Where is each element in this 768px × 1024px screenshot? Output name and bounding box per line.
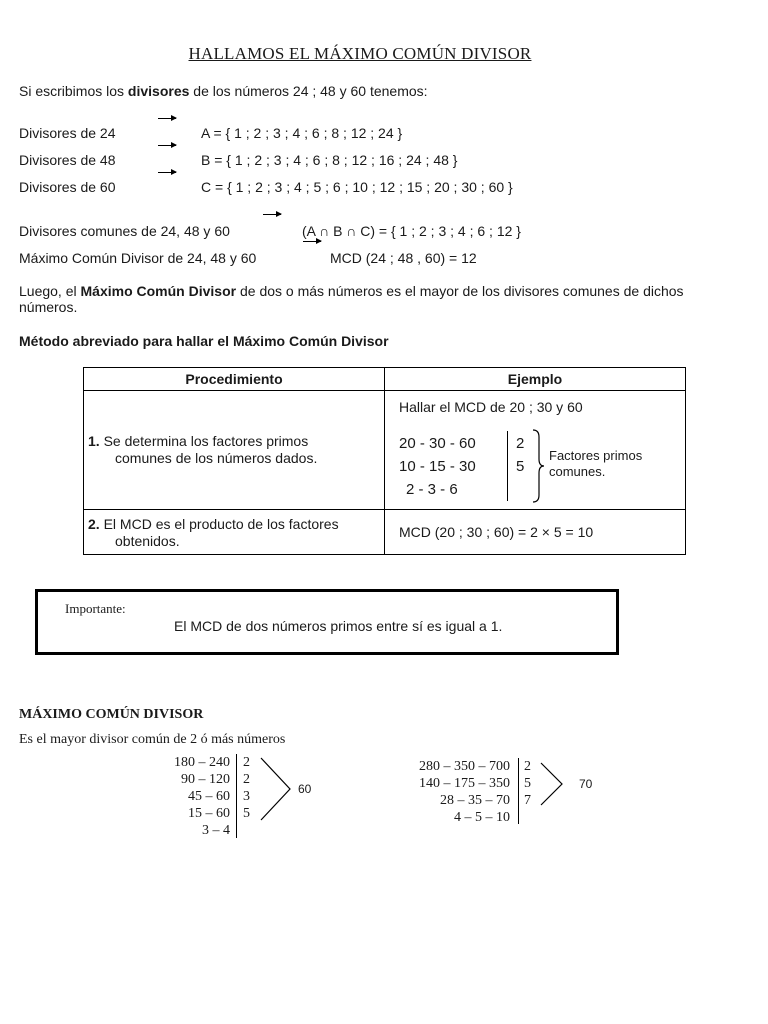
important-text: El MCD de dos números primos entre sí es igual a 1. bbox=[174, 618, 503, 634]
conclusion-line2: números. bbox=[19, 299, 78, 315]
example2-divider bbox=[518, 758, 519, 824]
arrow-icon bbox=[158, 172, 176, 173]
arrow-icon bbox=[158, 145, 176, 146]
conclusion-post: de dos o más números es el mayor de los divisores comunes de dichos bbox=[236, 283, 684, 299]
example1-numbers bbox=[130, 754, 230, 839]
step2-cell bbox=[84, 510, 385, 555]
step2-example-cell bbox=[385, 510, 686, 555]
divisors-48-set: B = { 1 ; 2 ; 3 ; 4 ; 6 ; 8 ; 12 ; 16 ; 24 ; 48 } bbox=[201, 152, 458, 168]
brace-note-line2: comunes. bbox=[549, 464, 606, 479]
step1-line2: comunes de los números dados. bbox=[115, 450, 318, 466]
example1-divider bbox=[236, 754, 237, 838]
example1-factors bbox=[243, 754, 250, 822]
method-heading: Método abreviado para hallar el Máximo Común Divisor bbox=[19, 333, 389, 349]
important-box bbox=[35, 589, 619, 655]
example1-factor: 2 bbox=[243, 772, 250, 787]
intro-post: de los números 24 ; 48 y 60 tenemos: bbox=[189, 83, 428, 99]
example1-factor: 5 bbox=[243, 806, 250, 821]
step1-num: 1. bbox=[88, 433, 100, 449]
divisors-48-label: Divisores de 48 bbox=[19, 152, 116, 168]
example1-row: 180 – 240 bbox=[174, 755, 230, 770]
divisors-24-set: A = { 1 ; 2 ; 3 ; 4 ; 6 ; 8 ; 12 ; 24 } bbox=[201, 125, 403, 141]
step2-text bbox=[88, 516, 339, 532]
example1-factor: 3 bbox=[243, 789, 250, 804]
mcd-value: MCD (24 ; 48 , 60) = 12 bbox=[330, 250, 477, 266]
step1-text bbox=[88, 433, 308, 449]
method-table bbox=[83, 367, 686, 555]
ladder-row: 10 - 15 - 30 bbox=[399, 458, 476, 475]
step1-line1: Se determina los factores primos bbox=[103, 433, 309, 449]
table-header-example: Ejemplo bbox=[385, 368, 686, 391]
ladder-factor: 5 bbox=[516, 458, 525, 475]
brace-note-line1: Factores primos bbox=[549, 448, 643, 463]
step1-example-cell bbox=[385, 391, 686, 510]
step2-line1: El MCD es el producto de los factores bbox=[103, 516, 339, 532]
example-title: Hallar el MCD de 20 ; 30 y 60 bbox=[399, 399, 583, 415]
step1-cell bbox=[84, 391, 385, 510]
divisors-24-label: Divisores de 24 bbox=[19, 125, 116, 141]
chevron-right-icon bbox=[540, 762, 564, 806]
arrow-icon bbox=[303, 241, 321, 242]
example2-row: 280 – 350 – 700 bbox=[419, 759, 510, 774]
example2-row: 140 – 175 – 350 bbox=[419, 776, 510, 791]
example1-result: 60 bbox=[298, 782, 312, 796]
important-label: Importante: bbox=[65, 601, 126, 616]
example1-row: 3 – 4 bbox=[202, 823, 230, 838]
page-title: HALLAMOS EL MÁXIMO COMÚN DIVISOR bbox=[188, 44, 532, 63]
table-header-procedure: Procedimiento bbox=[84, 368, 385, 391]
example2-numbers bbox=[370, 758, 510, 826]
example2-row: 4 – 5 – 10 bbox=[454, 810, 510, 825]
ladder-row: 20 - 30 - 60 bbox=[399, 435, 476, 452]
example1-row: 90 – 120 bbox=[181, 772, 230, 787]
ladder-factor: 2 bbox=[516, 435, 525, 452]
common-divisors-value: (A ∩ B ∩ C) = { 1 ; 2 ; 3 ; 4 ; 6 ; 12 } bbox=[302, 223, 521, 239]
example2-factor: 2 bbox=[524, 759, 531, 774]
example1-row: 45 – 60 bbox=[188, 789, 230, 804]
example1-factor: 2 bbox=[243, 755, 250, 770]
ladder-divider bbox=[507, 431, 508, 501]
chevron-right-icon bbox=[260, 757, 292, 821]
divisors-60-label: Divisores de 60 bbox=[19, 179, 116, 195]
arrow-icon bbox=[263, 214, 281, 215]
example2-row: 28 – 35 – 70 bbox=[440, 793, 510, 808]
example2-factors bbox=[524, 758, 531, 809]
conclusion-bold: Máximo Común Divisor bbox=[80, 283, 237, 299]
common-divisors-label: Divisores comunes de 24, 48 y 60 bbox=[19, 223, 230, 239]
example2-factor: 5 bbox=[524, 776, 531, 791]
brace-icon bbox=[530, 429, 546, 503]
example2-result: 70 bbox=[579, 777, 593, 791]
section2-heading: MÁXIMO COMÚN DIVISOR bbox=[19, 707, 204, 722]
example1-row: 15 – 60 bbox=[188, 806, 230, 821]
mcd-label: Máximo Común Divisor de 24, 48 y 60 bbox=[19, 250, 257, 266]
ladder-row: 2 - 3 - 6 bbox=[406, 481, 458, 498]
step2-num: 2. bbox=[88, 516, 100, 532]
conclusion-pre: Luego, el bbox=[19, 283, 81, 299]
divisors-60-set: C = { 1 ; 2 ; 3 ; 4 ; 5 ; 6 ; 10 ; 12 ; 15 ; 20 ; 30 ; 60 } bbox=[201, 179, 513, 195]
section2-definition: Es el mayor divisor común de 2 ó más números bbox=[19, 732, 286, 747]
example2-factor: 7 bbox=[524, 793, 531, 808]
arrow-icon bbox=[158, 118, 176, 119]
step2-line2: obtenidos. bbox=[115, 533, 180, 549]
step2-example: MCD (20 ; 30 ; 60) = 2 × 5 = 10 bbox=[399, 524, 594, 540]
intro-pre: Si escribimos los bbox=[19, 83, 128, 99]
conclusion-line1 bbox=[19, 283, 684, 299]
intro-text bbox=[19, 83, 428, 99]
intro-bold: divisores bbox=[127, 83, 190, 99]
